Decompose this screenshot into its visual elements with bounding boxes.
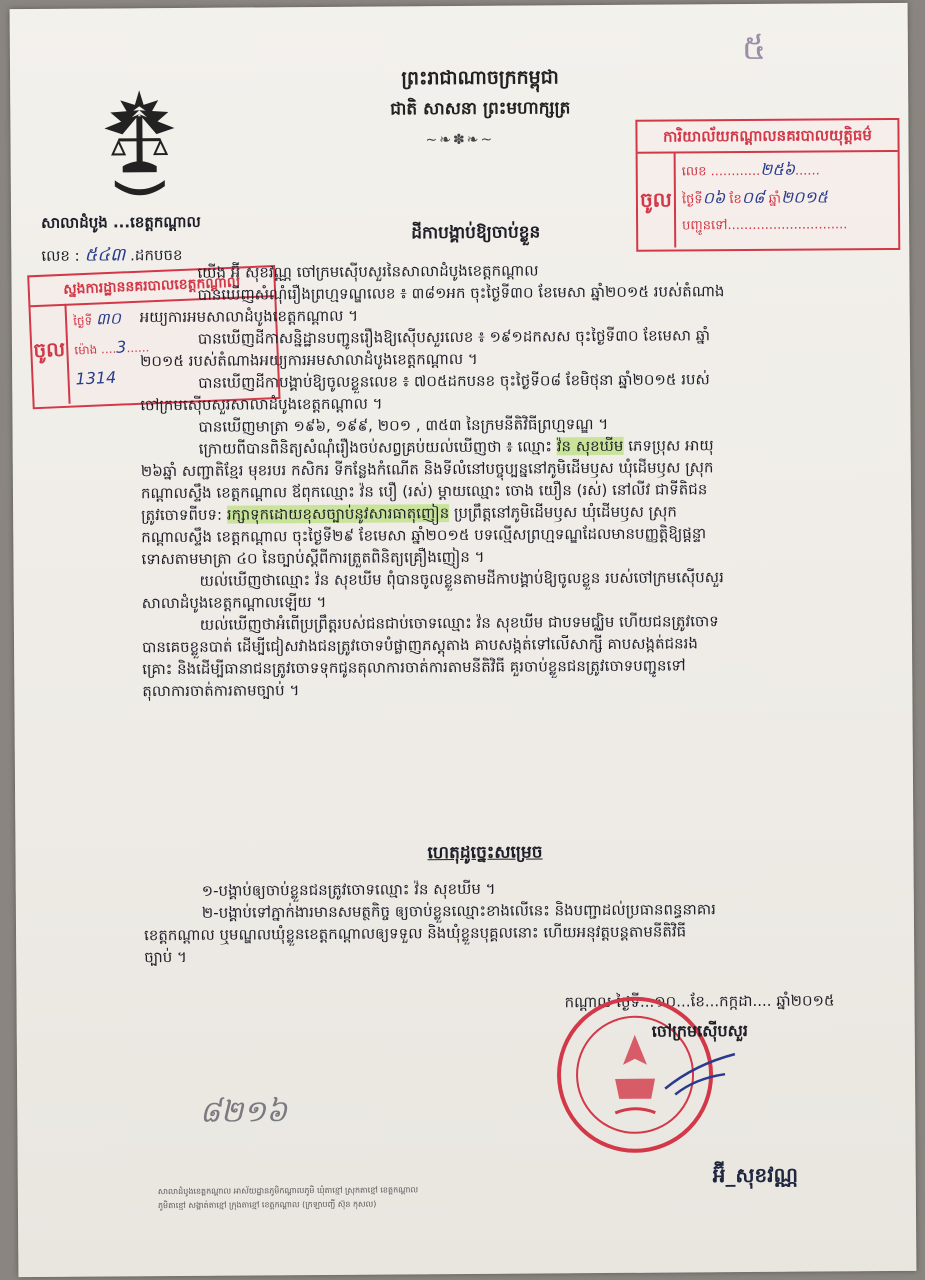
stamp-no-row: លេខ ............២៥៦......: [681, 159, 820, 180]
footer-line-2: ភូមិតាខ្មៅ សង្កាត់តាខ្មៅ ក្រុងតាខ្មៅ ខេត្តកណ្តាល (ក្រឡាបញ្ជី ស៊ុន កុសល): [157, 1199, 377, 1211]
body-line: កណ្តាលស្ទឹង ខេត្តកណ្តាល ឪពុកឈ្មោះ វ៉ន បឿ (រស់) ម្តាយឈ្មោះ ចោង យឿន (រស់) នៅលីវ ជាទីតិជន: [140, 480, 708, 503]
orders-text: [144, 875, 905, 968]
body-line: យល់ឃើញថាឈ្មោះ វ៉ន សុខឃីម ពុំបានចូលខ្លួនតាមដីកាបង្គាប់ឱ្យចូលខ្លួន របស់ចៅក្រមស៊ើបសួរ: [199, 568, 724, 590]
motto-heading: ជាតិ សាសនា ព្រះមហាក្សត្រ: [390, 98, 571, 120]
court-emblem-icon: [98, 80, 181, 201]
body-line: កណ្តាលស្ទឹង ខេត្តកណ្តាល ចុះថ្ងៃទី២៩ ខែមេសា ឆ្នាំ២០១៥ បទល្មើសព្រហ្មទណ្ឌដែលមានបញ្ញត្តិឱ្យផ្តន្ទា: [141, 524, 707, 547]
body-line: សាលាដំបូងខេត្តកណ្តាលឡើយ ។: [141, 592, 327, 613]
body-line: បានឃើញដីកាបង្គាប់ឱ្យចូលខ្លួនលេខ ៖ ៧០៥ដកបនខ ចុះថ្ងៃទី០៨ ខែមិថុនា ឆ្នាំ២០១៥ របស់: [198, 370, 710, 392]
orders-line: ១-បង្គាប់ឲ្យចាប់ខ្លួនជនត្រូវចោទឈ្មោះ វ៉ន សុខឃីម ។: [201, 879, 496, 900]
stamp-side-label: ចូល: [638, 152, 677, 248]
judge-title: ចៅក្រមស៊ើបសួរ: [651, 1021, 748, 1041]
body-line: យល់ឃើញថាអំពើប្រព្រឹត្តរបស់ជនជាប់ចោទឈ្មោះ វ៉ន សុខឃីម ជាបទមជ្ឈិម ហើយជនត្រូវចោទ: [199, 612, 719, 634]
body-text: [139, 257, 902, 702]
page-number: ៥: [741, 27, 767, 69]
body-line: អយ្យការអមសាលាដំបូងខេត្តកណ្តាល ។: [139, 306, 359, 327]
reference-number-value: ៥៤៣: [84, 244, 126, 266]
body-line: ២០១៥ របស់តំណាងអយ្យការអមសាលាដំបូងខេត្តកណ្តាល ។: [139, 349, 478, 371]
stamp-received-right: [635, 118, 900, 252]
body-line: បានគេចខ្លួនបាត់ ដើម្បីជៀសវាងជនត្រូវចោទបំផ្លាញភស្តុតាង គាបសង្កត់ទៅលើសាក្សី គាបសង្កត់ជនរង: [141, 634, 698, 657]
section-title: ហេតុដូច្នេះសម្រេច: [427, 842, 543, 864]
judge-name: អ៊ី_សុខវណ្ណ: [712, 1162, 799, 1188]
body-line: ត្រូវចោទពីបទ: រក្សាទុកដោយខុសច្បាប់នូវសារធាតុញៀន ប្រព្រឹត្តនៅភូមិដើមឫស ឃុំដើមឫស ស្រុក: [141, 502, 677, 525]
reference-number: លេខ : ៥៤៣ .ដកបចខ: [41, 244, 183, 266]
court-seal-icon: [554, 994, 741, 1155]
ornament: ~❧✽❧~: [425, 131, 495, 149]
body-line: បានឃើញមាត្រា ១៩៦, ១៩៩, ២០១ , ៣៥៣ នៃក្រមនីតិវិធីព្រហ្មទណ្ឌ ។: [198, 414, 609, 436]
body-line: ចៅក្រមស៊ើបសួរសាលាដំបូងខេត្តកណ្តាល ។: [140, 394, 383, 415]
highlighted-charge: រក្សាទុកដោយខុសច្បាប់នូវសារធាតុញៀន: [226, 504, 450, 524]
stamp-ref-row: បញ្ជូនទៅ.............................: [682, 217, 848, 234]
court-name: សាលាដំបូង ...ខេត្តកណ្តាល: [41, 212, 201, 232]
body-line: បានឃើញដីកាសន្និដ្ឋានបញ្ជូនរឿងឱ្យស៊ើបសួរលេខ ៖ ១៩១ដកសស ចុះថ្ងៃទី៣០ ខែមេសា ឆ្នាំ: [197, 326, 711, 348]
body-line: គ្រោះ និងដើម្បីធានាជនត្រូវចោទទុកជូនតុលាការចាត់ការតាមនីតិវិធី គួរចាប់ខ្លួនជនត្រូវចោទបញ្ជូនទៅ: [142, 656, 686, 679]
footer-line-1: សាលាដំបូងខេត្តកណ្តាល អាស័យដ្ឋានភូមិកណ្តាលភូមិ ឃុំតាខ្មៅ ស្រុកតាខ្មៅ ខេត្តកណ្តាល: [157, 1185, 419, 1197]
stamp-date-row: ថ្ងៃទី០៦ ខែ០៨ ឆ្នាំ២០១៥: [681, 187, 828, 208]
document-title: ដីកាបង្គាប់ឱ្យចាប់ខ្លួន: [411, 222, 541, 244]
orders-line: ២-បង្គាប់ទៅភ្នាក់ងារមានសមត្ថកិច្ច ឲ្យចាប់ខ្លួនឈ្មោះខាងលើនេះ និងបញ្ជាដល់ប្រធានពន្ធនាគារ: [201, 900, 716, 922]
orders-line: ច្បាប់ ។: [144, 947, 187, 967]
stamp-no-value: ២៥៦: [760, 159, 796, 179]
document-page: [10, 3, 917, 1277]
stamp-side-label-left: ចូល: [30, 304, 70, 405]
highlighted-name: វ៉ន សុខឃីម: [556, 436, 624, 456]
stamp-received-left: ស្នងការដ្ឋាននគរបាលខេត្តកណ្តាល ចូល ថ្ងៃទី ៣០ ម៉ោង ....3...... 1314: [27, 265, 280, 409]
signature-date: កណ្តាល ថ្ងៃទី...១០...ខែ...កក្កដា.... ឆ្នាំ២០១៥: [564, 991, 835, 1012]
body-line: យើង អ៊ី សុខវណ្ណ ចៅក្រមស៊ើបសួរនៃសាលាដំបូងខេត្តកណ្តាល: [197, 261, 539, 282]
body-line: ២៦ឆ្នាំ សញ្ជាតិខ្មែរ មុខរបរ កសិករ ទីកន្លែងកំណើត និងទីលំនៅបច្ចុប្បន្ននៅភូមិដើមឫស ឃុំដើមឫស ស្រុក: [140, 458, 714, 481]
orders-line: ខេត្តកណ្តាល ឬមណ្ឌលឃុំខ្លួនខេត្តកណ្តាលឲ្យទទួល និងឃុំខ្លួនបុគ្គលនោះ ហើយអនុវត្តបន្តតាមនីតិវិធី: [143, 922, 687, 945]
body-line: ទោសតាមមាត្រា ៤០ នៃច្បាប់ស្តីពីការត្រួតពិនិត្យគ្រឿងញៀន ។: [141, 547, 485, 569]
handwritten-number: ៨២១៦: [199, 1094, 288, 1130]
body-line: ក្រោយពីបានពិនិត្យសំណុំរឿងចប់សព្វគ្រប់យល់ឃើញថា ៖ ឈ្មោះ វ៉ន សុខឃីម ភេទប្រុស អាយុ: [198, 436, 714, 458]
kingdom-heading: ព្រះរាជាណាចក្រកម្ពុជា: [401, 66, 559, 90]
body-line: តុលាការចាត់ការតាមច្បាប់ ។: [142, 681, 300, 701]
body-line: បានឃើញសំណុំរឿងព្រហ្មទណ្ឌលេខ ៖ ៣៨១អក ចុះថ្ងៃទី៣០ ខែមេសា ឆ្នាំ២០១៥ របស់តំណាង: [197, 282, 725, 304]
stamp-title: ការិយាល័យកណ្តាលនគរបាលយុត្តិធម៌: [637, 120, 897, 154]
stamp-title-left: ស្នងការដ្ឋាននគរបាលខេត្តកណ្តាល: [29, 267, 274, 307]
